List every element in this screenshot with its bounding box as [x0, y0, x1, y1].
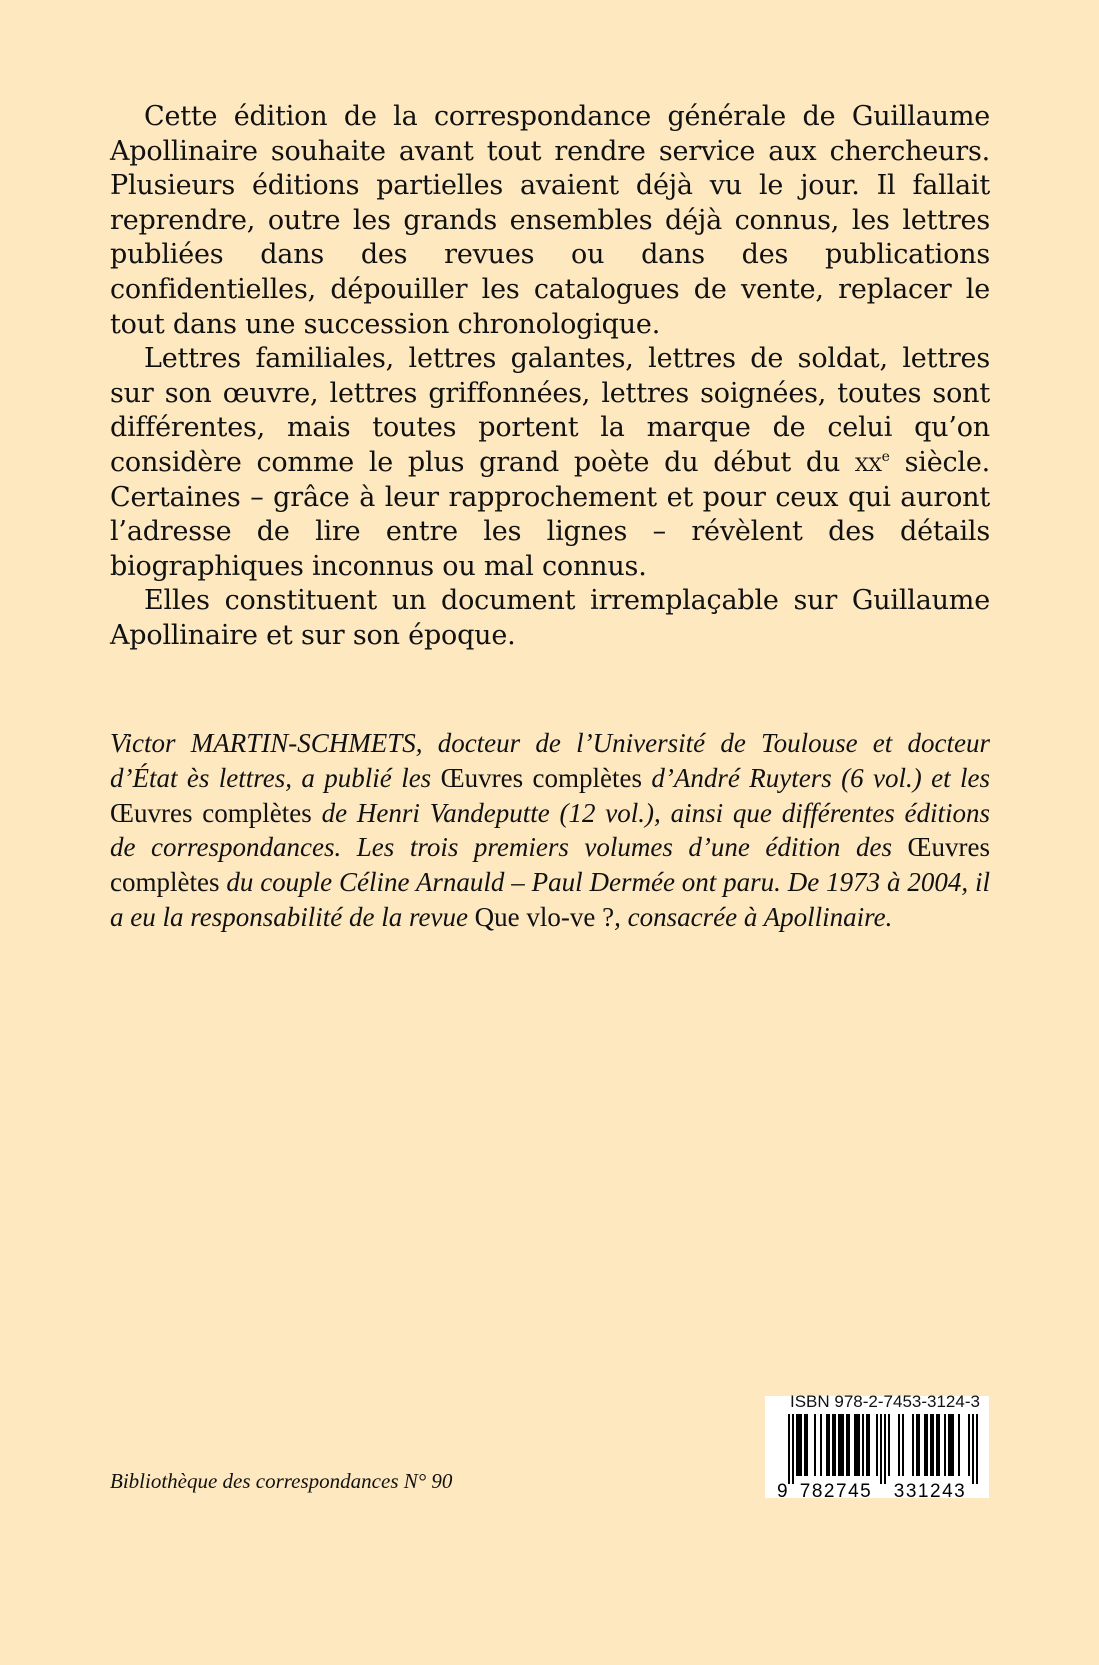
- barcode-bar: [788, 1414, 790, 1484]
- author-bio: [110, 726, 990, 935]
- bio-text-3: de Henri Vandeputte (12 vol.), ainsi que différentes éditions de correspondances. Les trois premiers volumes d’une édition des: [110, 797, 991, 863]
- bio-work-title-1: Œuvres complètes: [440, 762, 642, 793]
- barcode-bar: [912, 1414, 914, 1476]
- barcode-digits-left: 782745: [799, 1481, 873, 1500]
- bio-journal-title: Que vlo-ve ?: [474, 901, 615, 932]
- barcode-bar: [876, 1414, 878, 1476]
- barcode-bar: [834, 1414, 836, 1476]
- barcode-bar: [976, 1414, 978, 1484]
- bio-text-2: d’André Ruyters (6 vol.) et les: [641, 762, 990, 793]
- description-paragraph-2-start: Lettres familiales, lettres galantes, lettres de soldat, lettres sur son œuvre, lettres griffonnées, lettres soignées, toutes sont différentes, mais toutes portent la marque de celui qu’on considère comme le plus grand poète du début du: [110, 343, 990, 478]
- barcode-bar: [846, 1414, 848, 1476]
- barcode-bar: [932, 1414, 934, 1476]
- bio-work-title-3: Œuvres complètes: [110, 832, 990, 898]
- bio-text-4: du couple Céline Arnauld – Paul Dermée ont paru. De 1973 à 2004, il a eu la responsabilité de la revue: [110, 867, 990, 932]
- barcode-bar: [916, 1414, 918, 1476]
- bio-text-1: Victor MARTIN-SCHMETS, docteur de l’Université de Toulouse et docteur d’État ès lettres, a publié les: [110, 728, 990, 793]
- barcode-bar: [814, 1414, 816, 1476]
- barcode-bar: [848, 1414, 850, 1476]
- barcode-bar: [898, 1414, 900, 1476]
- barcode-bar: [972, 1414, 974, 1484]
- barcode-bar: [840, 1414, 842, 1476]
- century-superscript: e: [881, 448, 890, 465]
- barcode-bar: [868, 1414, 870, 1476]
- barcode-bar: [918, 1414, 920, 1476]
- barcode-bar: [952, 1414, 954, 1476]
- barcode-bar: [924, 1414, 926, 1476]
- barcode-bar: [948, 1414, 950, 1476]
- description-paragraph-2: [110, 342, 990, 584]
- barcode-digits-right: 331243: [893, 1481, 967, 1500]
- barcode-bar: [856, 1414, 858, 1476]
- barcode-bar: [854, 1414, 856, 1476]
- barcode-bar: [888, 1414, 890, 1476]
- barcode-bar: [938, 1414, 940, 1476]
- barcode-bar: [796, 1414, 798, 1476]
- barcode-bar: [902, 1414, 904, 1476]
- barcode-bar: [806, 1414, 808, 1476]
- barcode-bar: [804, 1414, 806, 1476]
- barcode-bar: [866, 1414, 868, 1476]
- barcode-bar: [798, 1414, 800, 1476]
- barcode-bar: [968, 1414, 970, 1476]
- isbn-number: ISBN 978-2-7453-3124-3: [790, 1392, 980, 1411]
- barcode-bar: [838, 1414, 840, 1476]
- barcode-bar: [862, 1414, 864, 1476]
- bio-work-title-2: Œuvres complètes: [110, 797, 312, 828]
- barcode-bar: [936, 1414, 938, 1476]
- barcode-bar: [858, 1414, 860, 1476]
- barcode-bar: [950, 1414, 952, 1476]
- barcode-bar: [930, 1414, 932, 1476]
- barcode-bar: [828, 1414, 830, 1476]
- barcode-bar: [800, 1414, 802, 1476]
- barcode-bar: [826, 1414, 828, 1476]
- barcode-bar: [958, 1414, 960, 1476]
- barcode-bar: [880, 1414, 882, 1484]
- description-text: [110, 100, 990, 654]
- barcode-bar: [926, 1414, 928, 1476]
- barcode-bar: [792, 1414, 794, 1484]
- series-label: Bibliothèque des correspondances N° 90: [110, 1469, 453, 1493]
- barcode-digit-lead: 9: [776, 1481, 790, 1500]
- description-paragraph-3: Elles constituent un document irremplaçable sur Guillaume Apollinaire et sur son époque.: [110, 585, 990, 651]
- barcode-bar: [820, 1414, 822, 1476]
- bio-text-5: , consacrée à Apollinaire.: [614, 901, 893, 932]
- barcode-bar: [832, 1414, 834, 1476]
- barcode-bar: [842, 1414, 844, 1476]
- century-numeral: xx: [855, 446, 882, 478]
- description-paragraph-2-end: siècle. Certaines – grâce à leur rapprochement et pour ceux qui auront l’adresse de lire entre les lignes – révèlent des détails biographiques inconnus ou mal connus.: [110, 446, 990, 582]
- barcode-bar: [884, 1414, 886, 1484]
- barcode: [774, 1414, 984, 1500]
- description-paragraph-1: Cette édition de la correspondance générale de Guillaume Apollinaire souhaite avant tout rendre service aux chercheurs. Plusieurs éditions partielles avaient déjà vu le jour. Il fallait reprendre, outre les grands ensembles déjà connus, les lettres publiées dans des revues ou dans des publications confidentielles, dépouiller les catalogues de vente, replacer le tout dans une succession chronologique.: [110, 101, 990, 340]
- barcode-bar: [944, 1414, 946, 1476]
